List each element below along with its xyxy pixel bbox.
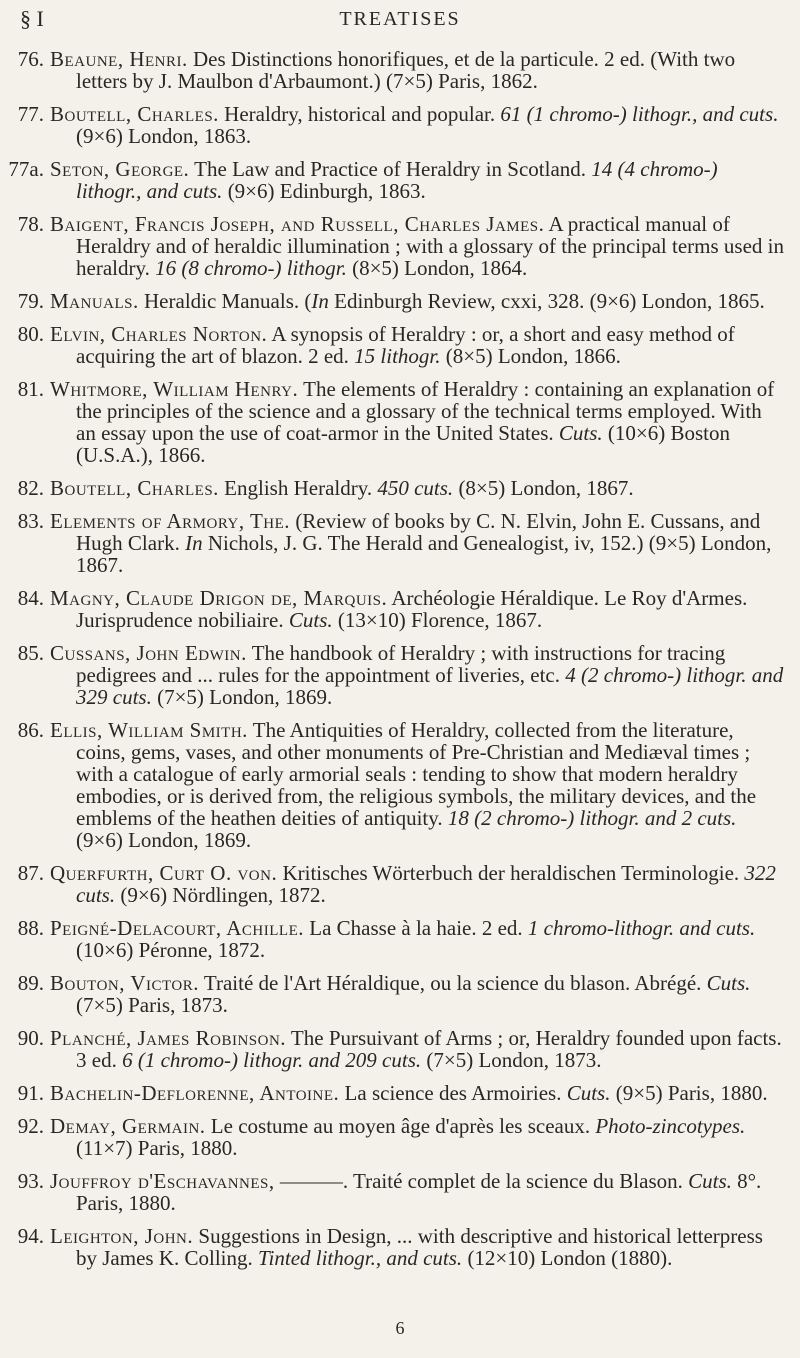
entry-text xyxy=(50,862,784,906)
entry-title-text: Nichols, J. G. The Herald and Genealogist, iv, 152.) (9×5) London, 1867. xyxy=(76,531,772,577)
running-head: TREATISES xyxy=(339,8,461,30)
entry-title-text: (7×5) London, 1873. xyxy=(421,1048,602,1072)
entry-title-text: (10×6) Boston (U.S.A.), 1866. xyxy=(76,421,730,467)
entry-title-text: (10×6) Péronne, 1872. xyxy=(76,938,266,962)
entry-number: 76. xyxy=(17,47,44,71)
entry-number: 91. xyxy=(17,1081,44,1105)
entry-title-text: (7×5) London, 1869. xyxy=(151,685,333,709)
entry-number: 87. xyxy=(17,861,44,885)
entry-illustration-note: 14 (4 chromo-) lithogr., and cuts. xyxy=(76,157,718,203)
entry-number: 85. xyxy=(17,641,44,665)
entry-text xyxy=(50,1225,784,1269)
entry-author: Manuals. xyxy=(50,289,139,313)
entry-illustration-note: Photo-zincotypes. xyxy=(595,1114,746,1138)
entry-author: Cussans, John Edwin. xyxy=(50,641,247,665)
entry-number: 81. xyxy=(17,377,44,401)
entry-author: Baigent, Francis Joseph, and Russell, Charles James. xyxy=(50,212,545,236)
entry-text xyxy=(50,719,784,851)
bibliography-entry xyxy=(0,587,800,631)
bibliography-entry xyxy=(0,719,800,851)
entry-text xyxy=(50,642,784,708)
entry-illustration-note: Cuts. xyxy=(558,421,603,445)
entry-author: Planché, James Robinson. xyxy=(50,1026,287,1050)
entry-text xyxy=(50,1082,784,1104)
entry-title-text: (9×6) Nördlingen, 1872. xyxy=(115,883,326,907)
entry-title-text: Archéologie Héraldique. Le Roy d'Armes. Jurisprudence nobiliaire. xyxy=(76,586,748,632)
entry-illustration-note: Cuts. xyxy=(688,1169,732,1193)
entry-number: 86. xyxy=(17,718,44,742)
entry-title-text: The Law and Practice of Heraldry in Scotland. xyxy=(189,157,592,181)
entry-title-text: The elements of Heraldry : containing an explanation of the principles of the science and a glossary of the technical terms employed. With an essay upon the use of coat-armor in the United States. xyxy=(76,377,775,445)
entry-title-text: Heraldry, historical and popular. xyxy=(218,102,501,126)
bibliography-entry xyxy=(0,290,800,312)
bibliography-entry xyxy=(0,642,800,708)
entry-author: Boutell, Charles. xyxy=(50,102,219,126)
entry-author: Elements of Armory, The. xyxy=(50,509,291,533)
entry-illustration-note: 1 chromo-lithogr. and cuts. xyxy=(527,916,756,940)
bibliography-entry xyxy=(0,477,800,499)
entry-text xyxy=(50,917,784,961)
entry-number: 77. xyxy=(17,102,44,126)
entry-number: 83. xyxy=(17,509,44,533)
entry-illustration-note: Cuts. xyxy=(566,1081,611,1105)
entry-illustration-note: In xyxy=(185,531,203,555)
entry-title-text: (13×10) Florence, 1867. xyxy=(332,608,543,632)
entry-author: Bouton, Victor. xyxy=(50,971,199,995)
entry-title-text: (9×6) London, 1863. xyxy=(76,124,252,148)
entry-title-text: Le costume au moyen âge d'après les sceaux. xyxy=(205,1114,596,1138)
entry-title-text: (9×5) Paris, 1880. xyxy=(610,1081,768,1105)
entry-title-text: Kritisches Wörterbuch der heraldischen Terminologie. xyxy=(277,861,745,885)
entry-author: Ellis, William Smith. xyxy=(50,718,248,742)
entry-author: Seton, George. xyxy=(50,157,190,181)
bibliography-entry xyxy=(0,1027,800,1071)
entry-text xyxy=(50,290,784,312)
bibliography-entry xyxy=(0,103,800,147)
bibliography-entry xyxy=(0,510,800,576)
entry-title-text: (8×5) London, 1867. xyxy=(453,476,634,500)
entry-illustration-note: 15 lithogr. xyxy=(354,344,441,368)
entry-number: 80. xyxy=(17,322,44,346)
entry-illustration-note: 18 (2 chromo-) lithogr. and 2 cuts. xyxy=(447,806,737,830)
entry-title-text: (9×6) Edinburgh, 1863. xyxy=(222,179,426,203)
entry-number: 93. xyxy=(17,1169,44,1193)
entry-text xyxy=(50,1115,784,1159)
entry-number: 90. xyxy=(17,1026,44,1050)
bibliography-entry xyxy=(0,158,800,202)
entry-illustration-note: Tinted lithogr., and cuts. xyxy=(258,1246,463,1270)
entry-author: Jouffroy d'Eschavannes, xyxy=(50,1169,275,1193)
entry-title-text: (Review of books by C. N. Elvin, John E. Cussans, and Hugh Clark. xyxy=(76,509,761,555)
entry-number: 89. xyxy=(17,971,44,995)
entry-title-text: 8°. Paris, 1880. xyxy=(76,1169,762,1215)
entry-number: 94. xyxy=(17,1224,44,1248)
entry-illustration-note: 450 cuts. xyxy=(377,476,454,500)
bibliography-entry xyxy=(0,213,800,279)
bibliography-entry xyxy=(0,972,800,1016)
entry-title-text: The Antiquities of Heraldry, collected from the literature, coins, gems, vases, and other monuments of Pre-Christian and Mediæval times ; with a catalogue of early armorial seals : tending to show that modern heraldry embodies, or is derived from, the religious symbols, the military devices, and the emblems of the heathen deities of antiquity. xyxy=(76,718,757,830)
entry-author: Leighton, John. xyxy=(50,1224,194,1248)
entry-author: Demay, Germain. xyxy=(50,1114,206,1138)
entry-text xyxy=(50,510,784,576)
page-header xyxy=(0,6,800,36)
entry-text xyxy=(50,213,784,279)
entry-text xyxy=(50,1027,784,1071)
entry-text xyxy=(50,103,784,147)
entry-title-text: Heraldic Manuals. ( xyxy=(138,289,312,313)
entry-author: Boutell, Charles. xyxy=(50,476,219,500)
entry-illustration-note: Cuts. xyxy=(706,971,751,995)
entry-number: 79. xyxy=(17,289,44,313)
entry-title-text: Suggestions in Design, ... with descriptive and historical letterpress by James K. Colling. xyxy=(76,1224,763,1270)
bibliography-list xyxy=(0,48,800,1280)
entry-text xyxy=(50,48,784,92)
section-mark: § I xyxy=(20,6,44,31)
entry-title-text: La Chasse à la haie. 2 ed. xyxy=(304,916,528,940)
entry-title-text: (7×5) Paris, 1873. xyxy=(76,993,228,1017)
entry-title-text: English Heraldry. xyxy=(218,476,378,500)
entry-illustration-note: 6 (1 chromo-) lithogr. and 209 cuts. xyxy=(122,1048,422,1072)
entry-title-text: La science des Armoiries. xyxy=(339,1081,567,1105)
entry-title-text: The Pursuivant of Arms ; or, Heraldry founded upon facts. 3 ed. xyxy=(76,1026,782,1072)
entry-illustration-note: 4 (2 chromo-) lithogr. and 329 cuts. xyxy=(76,663,784,709)
entry-author: Whitmore, William Henry. xyxy=(50,377,299,401)
entry-author: Magny, Claude Drigon de, Marquis. xyxy=(50,586,388,610)
entry-author: Querfurth, Curt O. von. xyxy=(50,861,278,885)
entry-title-text: (11×7) Paris, 1880. xyxy=(76,1136,238,1160)
entry-title-text: (12×10) London (1880). xyxy=(462,1246,673,1270)
entry-text xyxy=(50,587,784,631)
entry-text xyxy=(50,477,784,499)
entry-title-text: Traité de l'Art Héraldique, ou la science du blason. Abrégé. xyxy=(199,971,707,995)
entry-illustration-note: 61 (1 chromo-) lithogr., and cuts. xyxy=(500,102,779,126)
entry-title-text: (9×6) London, 1869. xyxy=(76,828,252,852)
entry-author: Bachelin-Deflorenne, Antoine. xyxy=(50,1081,340,1105)
entry-number: 82. xyxy=(17,476,44,500)
entry-title-text: Des Distinctions honorifiques, et de la particule. 2 ed. (With two letters by J. Maulbon d'Arbaumont.) (7×5) Paris, 1862. xyxy=(76,47,736,93)
entry-text xyxy=(50,972,784,1016)
entry-illustration-note: In xyxy=(311,289,329,313)
entry-illustration-note: 16 (8 chromo-) lithogr. xyxy=(155,256,347,280)
entry-illustration-note: 322 cuts. xyxy=(76,861,776,907)
entry-illustration-note: Cuts. xyxy=(288,608,333,632)
bibliography-entry xyxy=(0,1170,800,1214)
bibliography-entry xyxy=(0,917,800,961)
entry-text xyxy=(50,1170,784,1214)
bibliography-entry xyxy=(0,1082,800,1104)
entry-number: 92. xyxy=(17,1114,44,1138)
entry-title-text: A practical manual of Heraldry and of heraldic illumination ; with a glossary of the principal terms used in heraldry. xyxy=(76,212,784,280)
entry-title-text: Edinburgh Review, cxxi, 328. (9×6) London, 1865. xyxy=(328,289,765,313)
signature-mark: 6 xyxy=(395,1318,405,1338)
entry-text xyxy=(50,323,784,367)
entry-title-text: (8×5) London, 1866. xyxy=(440,344,621,368)
entry-number: 88. xyxy=(17,916,44,940)
bibliography-entry xyxy=(0,862,800,906)
entry-title-text: A synopsis of Heraldry : or, a short and easy method of acquiring the art of blazon. 2 ed. xyxy=(76,322,735,368)
bibliography-entry xyxy=(0,323,800,367)
entry-text xyxy=(50,158,784,202)
bibliography-entry xyxy=(0,1115,800,1159)
entry-author: Beaune, Henri. xyxy=(50,47,188,71)
bibliography-entry xyxy=(0,48,800,92)
entry-number: 77a. xyxy=(8,157,44,181)
entry-author: Peigné-Delacourt, Achille. xyxy=(50,916,304,940)
entry-author: Elvin, Charles Norton. xyxy=(50,322,268,346)
entry-title-text: (8×5) London, 1864. xyxy=(346,256,528,280)
entry-text xyxy=(50,378,784,466)
bibliography-entry xyxy=(0,378,800,466)
bibliography-entry xyxy=(0,1225,800,1269)
entry-number: 78. xyxy=(17,212,44,236)
entry-number: 84. xyxy=(17,586,44,610)
entry-title-text: The handbook of Heraldry ; with instructions for tracing pedigrees and ... rules for the appointment of liveries, etc. xyxy=(76,641,726,687)
entry-title-text: ———. Traité complet de la science du Blason. xyxy=(274,1169,689,1193)
